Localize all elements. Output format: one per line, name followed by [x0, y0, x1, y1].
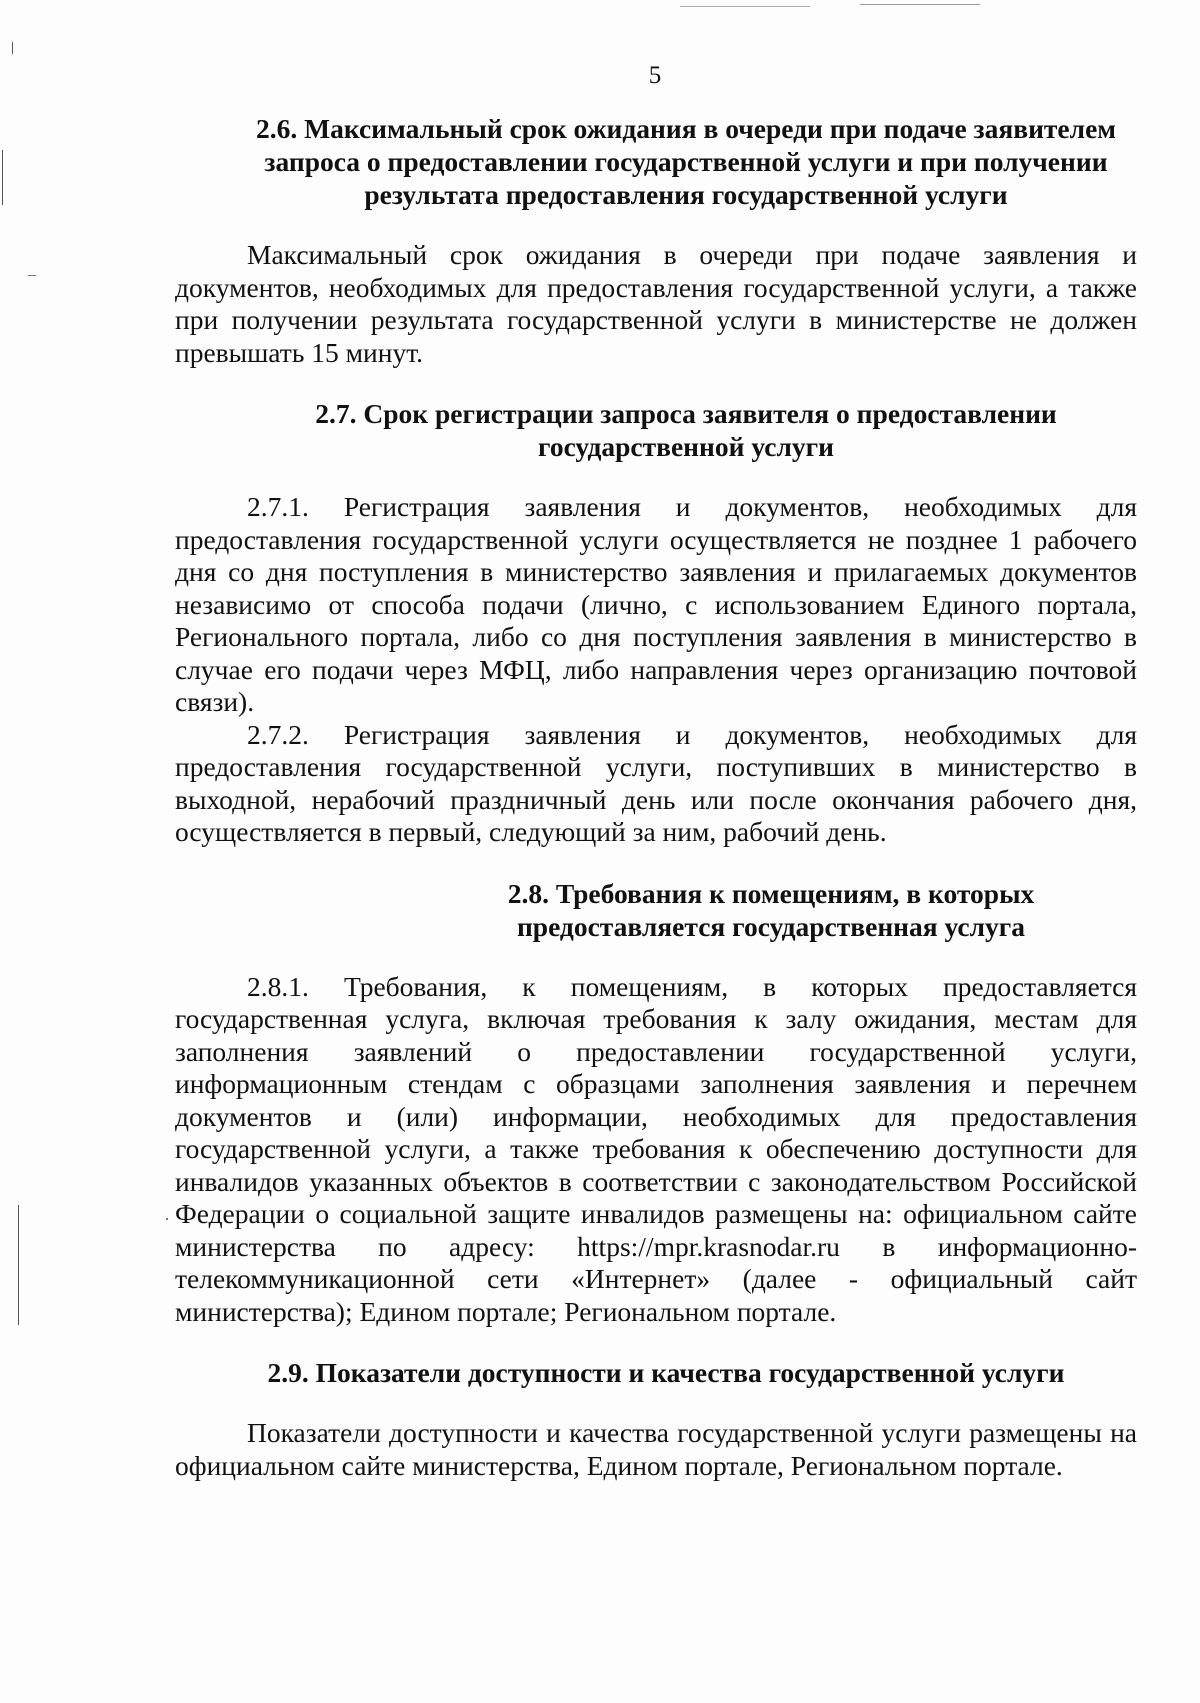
- heading-line: результата предоставления государственной услуги: [364, 179, 1008, 210]
- scan-artifact: [680, 6, 810, 7]
- heading-line: 2.6. Максимальный срок ожидания в очереди при подаче заявителем: [255, 113, 1117, 144]
- heading-line: 2.9. Показатели доступности и качества государственной услуги: [267, 1357, 1065, 1388]
- page-number: 5: [648, 62, 662, 89]
- section-heading-2-8: [405, 877, 1137, 943]
- heading-line: государственной услуги: [538, 431, 834, 462]
- document-body: [175, 112, 1137, 1482]
- scan-artifact: [28, 275, 36, 276]
- scan-artifact: [2, 150, 3, 205]
- ministry-website-link[interactable]: https://mpr.krasnodar.ru: [577, 1230, 840, 1262]
- section-heading-2-9: [195, 1356, 1137, 1389]
- paragraph-text: в информационно-телекоммуникационной сети «Интернет» (далее - официальный сайт министерства); Едином портале; Региональном портале.: [175, 1230, 1138, 1327]
- scan-artifact: [18, 1205, 19, 1325]
- scan-artifact: [12, 42, 13, 54]
- paragraph: Максимальный срок ожидания в очереди при подаче заявления и документов, необходимых для предоставления государственной услуги, а также при получении результата государственной услуги в министерстве не должен превышать 15 минут.: [175, 239, 1137, 368]
- paragraph-2-7-1: 2.7.1. Регистрация заявления и документов, необходимых для предоставления государственной услуги осуществляется не позднее 1 рабочего дня со дня поступления в министерство заявления и прилагаемых документов независимо от способа подачи (лично, с использованием Единого портала, Регионального портала, либо со дня поступления заявления в министерство в случае его подачи через МФЦ, либо направления через организацию почтовой связи).: [175, 491, 1137, 717]
- paragraph-2-7-2: 2.7.2. Регистрация заявления и документов, необходимых для предоставления государственной услуги, поступивших в министерство в выходной, нерабочий праздничный день или после окончания рабочего дня, осуществляется в первый, следующий за ним, рабочий день.: [175, 718, 1137, 847]
- paragraph-2-8-1: [175, 971, 1137, 1329]
- scan-artifact: [860, 4, 980, 5]
- heading-line: предоставляется государственная услуга: [516, 910, 1026, 942]
- heading-line: запроса о предоставлении государственной услуги и при получении: [264, 146, 1108, 177]
- section-heading-2-6: [235, 112, 1137, 211]
- paragraph: Показатели доступности и качества государственной услуги размещены на официальном сайте министерства, Едином портале, Региональном портале.: [175, 1417, 1137, 1481]
- scan-artifact: [166, 1218, 168, 1220]
- heading-line: 2.8. Требования к помещениям, в которых: [507, 877, 1035, 909]
- section-heading-2-7: [235, 397, 1137, 463]
- paragraph-text: 2.8.1. Требования, к помещениям, в которых предоставляется государственная услуга, включая требования к залу ожидания, местам для заполнения заявлений о предоставлении государственной услуги, информационным стендам с образцами заполнения заявления и перечнем документов и (или) информации, необходимых для предоставления государственной услуги, а также требования к обеспечению доступности для инвалидов указанных объектов в соответствии с законодательством Российской Федерации о социальной защите инвалидов размещены на: официальном сайте министерства по адресу:: [175, 970, 1137, 1262]
- heading-line: 2.7. Срок регистрации запроса заявителя о предоставлении: [315, 398, 1057, 429]
